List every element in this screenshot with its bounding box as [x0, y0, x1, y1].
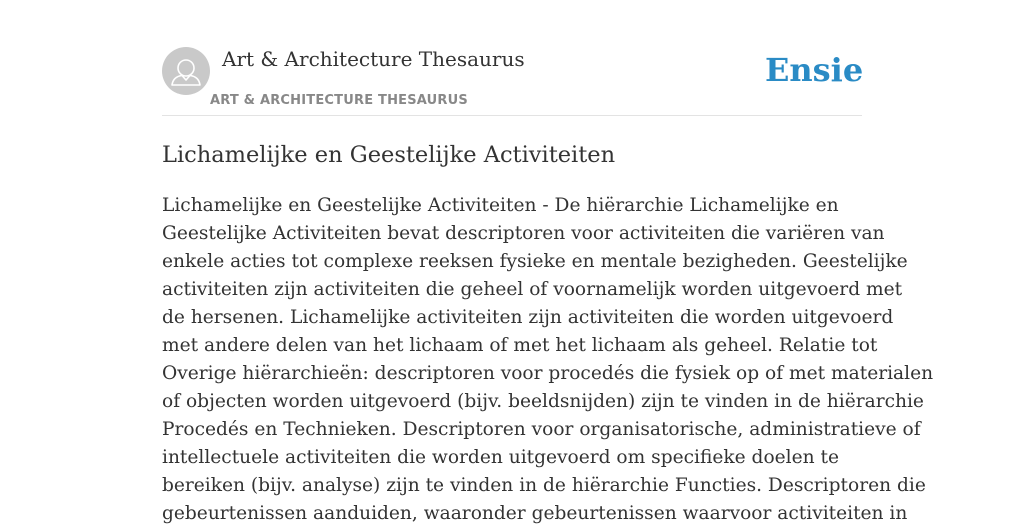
source-label[interactable]: ART & ARCHITECTURE THESAURUS — [210, 93, 468, 108]
user-placeholder-icon — [162, 47, 210, 95]
header-divider — [162, 115, 862, 116]
body-line: Overige hiërarchieën: descriptoren voor procedés die fysiek op of met materialen — [162, 363, 934, 384]
body-line: enkele acties tot complexe reeksen fysieke en mentale bezigheden. Geestelijke — [162, 251, 908, 272]
body-line: de hersenen. Lichamelijke activiteiten zijn activiteiten die worden uitgevoerd — [162, 307, 894, 328]
author-avatar[interactable] — [162, 47, 210, 95]
article-body — [162, 192, 934, 528]
body-line: bereiken (bijv. analyse) zijn te vinden in de hiërarchie Functies. Descriptoren die — [162, 475, 926, 496]
body-line: intellectuele activiteiten die worden uitgevoerd om specifieke doelen te — [162, 447, 839, 468]
author-name[interactable]: Art & Architecture Thesaurus — [222, 47, 525, 71]
body-line: activiteiten zijn activiteiten die geheel of voornamelijk worden uitgevoerd met — [162, 279, 903, 300]
body-line: Geestelijke Activiteiten bevat descriptoren voor activiteiten die variëren van — [162, 223, 885, 244]
body-line: met andere delen van het lichaam of met het lichaam als geheel. Relatie tot — [162, 335, 878, 356]
site-logo[interactable]: Ensie — [765, 51, 864, 89]
body-line: of objecten worden uitgevoerd (bijv. beeldsnijden) zijn te vinden in de hiërarchie — [162, 391, 924, 412]
article-title: Lichamelijke en Geestelijke Activiteiten — [162, 142, 616, 168]
body-line: gebeurtenissen aanduiden, waaronder gebeurtenissen waarvoor activiteiten in — [162, 503, 908, 524]
body-line: Procedés en Technieken. Descriptoren voor organisatorische, administratieve of — [162, 419, 921, 440]
body-line: Lichamelijke en Geestelijke Activiteiten - De hiërarchie Lichamelijke en — [162, 195, 839, 216]
